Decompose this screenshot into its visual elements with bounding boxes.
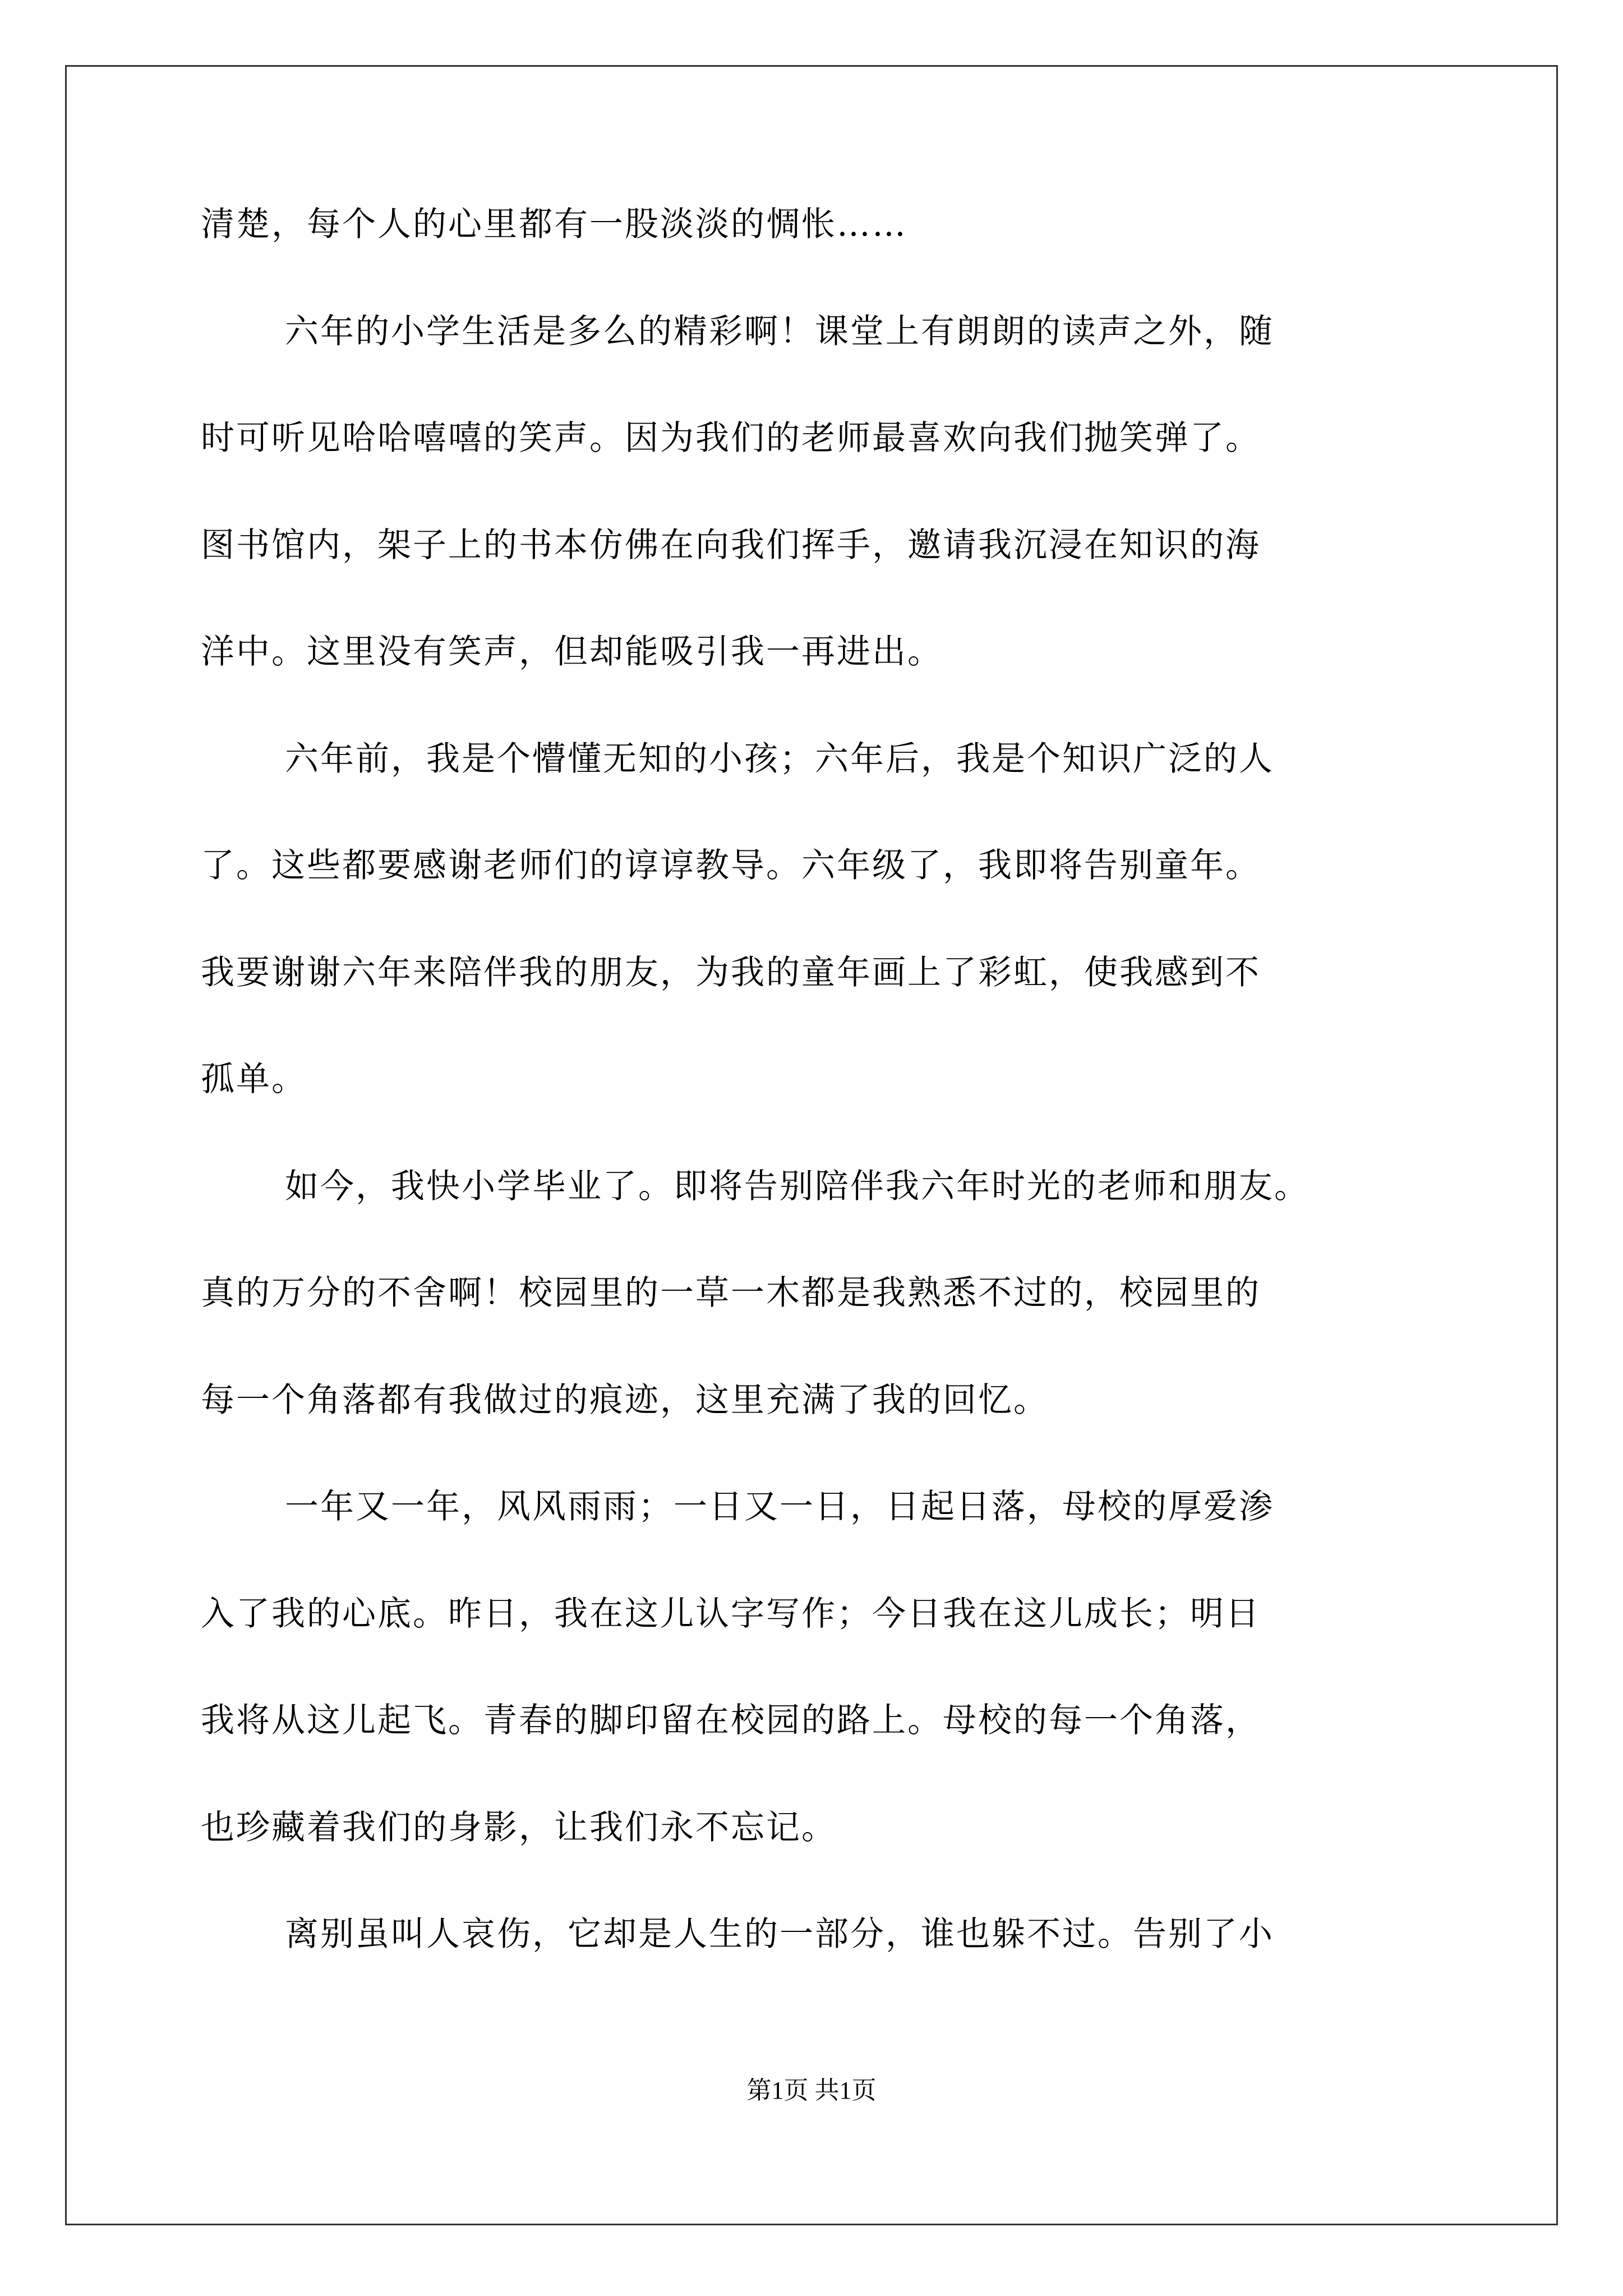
text-line: 洋中。这里没有笑声，但却能吸引我一再进出。 (201, 632, 943, 671)
text-line: 真的万分的不舍啊！校园里的一草一木都是我熟悉不过的，校园里的 (201, 1273, 1261, 1313)
text-line: 入了我的心底。昨日，我在这儿认字写作；今日我在这儿成长；明日 (201, 1594, 1261, 1634)
text-line: 六年前，我是个懵懂无知的小孩；六年后，我是个知识广泛的人 (285, 739, 1274, 779)
text-line: 我要谢谢六年来陪伴我的朋友，为我的童年画上了彩虹，使我感到不 (201, 953, 1261, 992)
text-line: 离别虽叫人哀伤，它却是人生的一部分，谁也躲不过。告别了小 (285, 1915, 1274, 1954)
text-line: 每一个角落都有我做过的痕迹，这里充满了我的回忆。 (201, 1380, 1049, 1420)
text-line: 清楚，每个人的心里都有一股淡淡的惆怅…… (201, 205, 907, 244)
text-line: 了。这些都要感谢老师们的谆谆教导。六年级了，我即将告别童年。 (201, 846, 1261, 885)
page-footer: 第1页 共1页 (746, 2077, 877, 2104)
document-body (201, 205, 1446, 2024)
text-line: 一年又一年，风风雨雨；一日又一日，日起日落，母校的厚爱渗 (285, 1487, 1274, 1526)
text-line: 孤单。 (201, 1060, 307, 1099)
text-line: 图书馆内，架子上的书本仿佛在向我们挥手，邀请我沉浸在知识的海 (201, 525, 1261, 565)
text-line: 也珍藏着我们的身影，让我们永不忘记。 (201, 1807, 837, 1847)
text-line: 我将从这儿起飞。青春的脚印留在校园的路上。母校的每一个角落， (201, 1701, 1261, 1740)
text-line: 时可听见哈哈嘻嘻的笑声。因为我们的老师最喜欢向我们抛笑弹了。 (201, 418, 1261, 458)
text-line: 六年的小学生活是多么的精彩啊！课堂上有朗朗的读声之外，随 (285, 311, 1274, 351)
text-line: 如今，我快小学毕业了。即将告别陪伴我六年时光的老师和朋友。 (285, 1166, 1310, 1206)
